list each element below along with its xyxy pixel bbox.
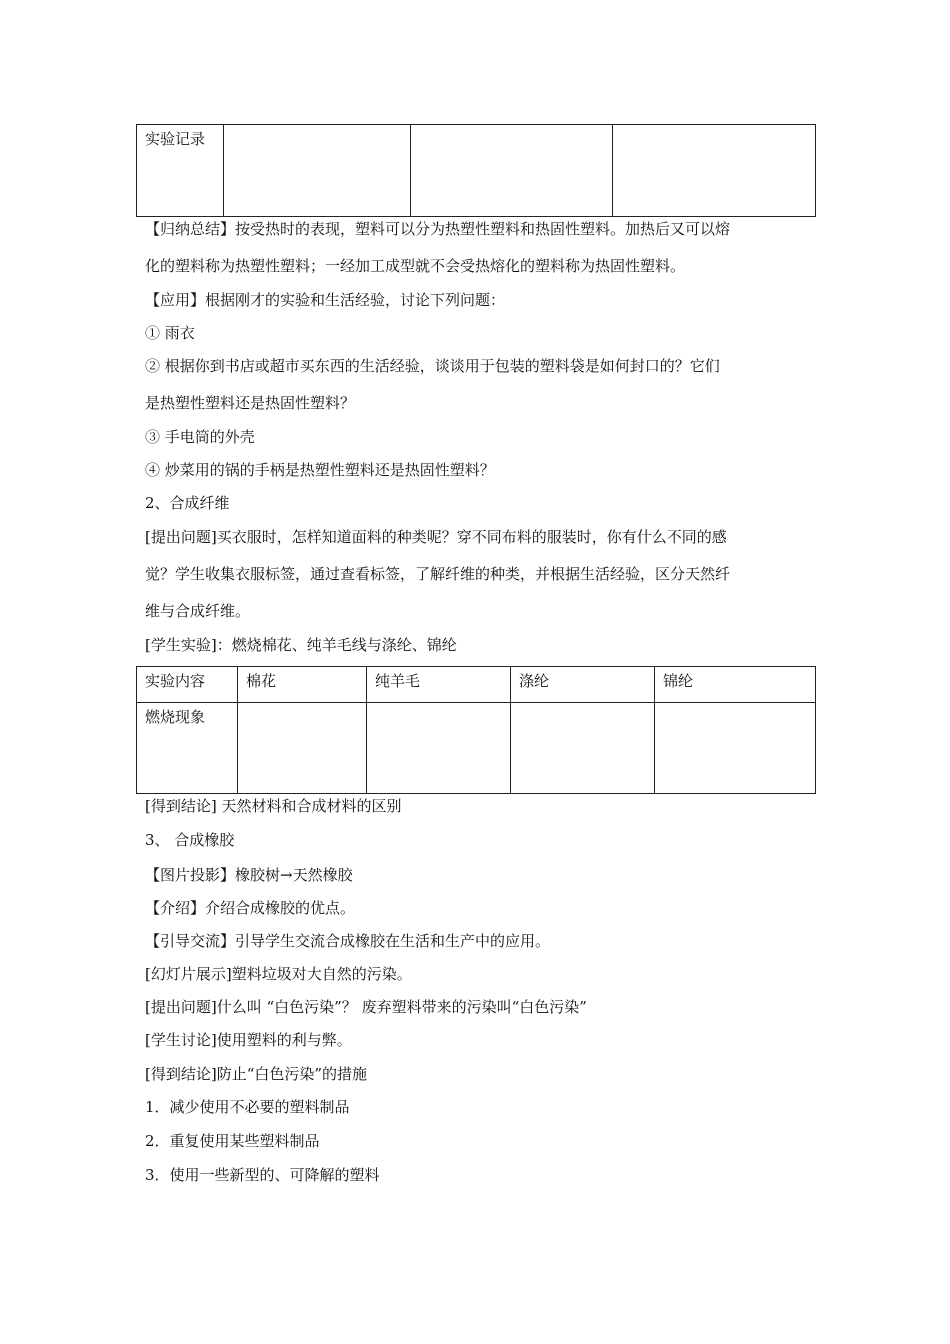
question-line-3: 维与合成纤维。 — [145, 602, 251, 620]
burning-experiment-table — [136, 666, 816, 794]
conclusion-line: [得到结论]防止“白色污染”的措施 — [145, 1065, 368, 1083]
table-cell — [655, 703, 816, 794]
discussion-line: [学生讨论]使用塑料的利与弊。 — [145, 1031, 352, 1049]
question-line-1: [提出问题]买衣服时，怎样知道面料的种类呢？穿不同布料的服装时，你有什么不同的感 — [145, 528, 727, 546]
summary-line-1: 【归纳总结】按受热时的表现，塑料可以分为热塑性塑料和热固性塑料。加热后又可以熔 — [145, 220, 731, 238]
section-heading: 3、 合成橡胶 — [145, 831, 235, 849]
table-cell — [367, 703, 511, 794]
list-item: ③ 手电筒的外壳 — [145, 428, 255, 446]
measure-item: 2．重复使用某些塑料制品 — [145, 1132, 320, 1150]
list-item: ① 雨衣 — [145, 324, 195, 342]
table-cell — [224, 125, 411, 217]
guide-line: 【引导交流】引导学生交流合成橡胶在生活和生产中的应用。 — [145, 932, 551, 950]
list-item: ② 根据你到书店或超市买东西的生活经验，谈谈用于包装的塑料袋是如何封口的？它们 — [145, 357, 720, 375]
table-cell — [511, 703, 655, 794]
section-heading: 2、合成纤维 — [145, 494, 230, 512]
table-cell — [238, 703, 367, 794]
table-row-label: 燃烧现象 — [137, 703, 238, 794]
table-header: 锦纶 — [655, 667, 816, 703]
table-cell — [613, 125, 816, 217]
experiment-line: [学生实验]：燃烧棉花、纯羊毛线与涤纶、锦纶 — [145, 636, 457, 654]
image-projection-line: 【图片投影】橡胶树→天然橡胶 — [145, 866, 353, 884]
list-item: ④ 炒菜用的锅的手柄是热塑性塑料还是热固性塑料？ — [145, 461, 495, 479]
measure-item: 1．减少使用不必要的塑料制品 — [145, 1098, 350, 1116]
table-header: 实验内容 — [137, 667, 238, 703]
table-row-label: 实验记录 — [137, 125, 224, 217]
summary-line-2: 化的塑料称为热塑性塑料；一经加工成型就不会受热熔化的塑料称为热固性塑料。 — [145, 257, 686, 275]
experiment-record-table — [136, 124, 816, 217]
list-item-continued: 是热塑性塑料还是热固性塑料？ — [145, 394, 356, 412]
conclusion-line: [得到结论] 天然材料和合成材料的区别 — [145, 797, 402, 815]
table-cell — [411, 125, 613, 217]
measure-item: 3．使用一些新型的、可降解的塑料 — [145, 1166, 380, 1184]
question-line: [提出问题]什么叫 “白色污染”？ 废弃塑料带来的污染叫“白色污染” — [145, 998, 587, 1016]
slide-line: [幻灯片展示]塑料垃圾对大自然的污染。 — [145, 965, 412, 983]
question-line-2: 觉？学生收集衣服标签，通过查看标签，了解纤维的种类，并根据生活经验，区分天然纤 — [145, 565, 731, 583]
table-header: 涤纶 — [511, 667, 655, 703]
table-header: 纯羊毛 — [367, 667, 511, 703]
table-header: 棉花 — [238, 667, 367, 703]
apply-heading: 【应用】根据刚才的实验和生活经验，讨论下列问题： — [145, 291, 506, 309]
intro-line: 【介绍】介绍合成橡胶的优点。 — [145, 899, 356, 917]
